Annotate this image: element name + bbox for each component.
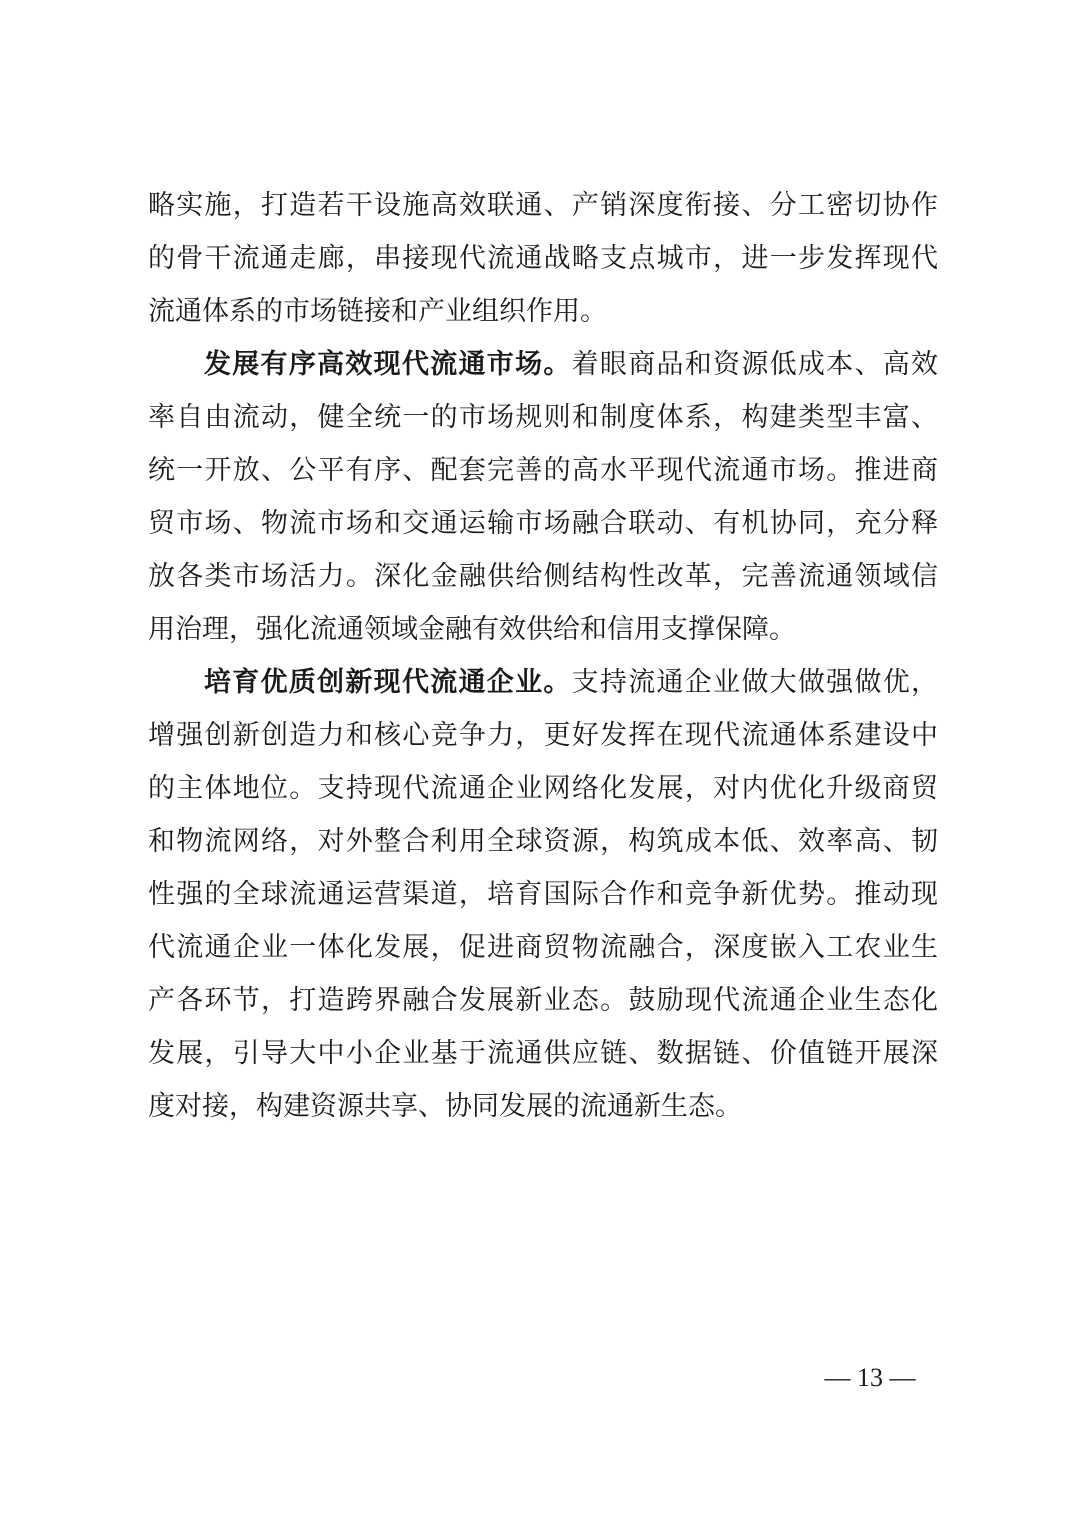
paragraph-3-line-3: 的主体地位。支持现代流通企业网络化发展，对内优化升级商贸 (148, 773, 938, 804)
paragraph-3-line-5: 性强的全球流通运营渠道，培育国际合作和竞争新优势。推动现 (148, 879, 938, 910)
paragraph-2-line-5: 放各类市场活力。深化金融供给侧结构性改革，完善流通领域信 (148, 561, 938, 592)
paragraph-3-line-8: 发展，引导大中小企业基于流通供应链、数据链、价值链开展深 (148, 1038, 938, 1069)
paragraph-2-line-4: 贸市场、物流市场和交通运输市场融合联动、有机协同，充分释 (148, 508, 938, 539)
paragraph-3-line-4: 和物流网络，对外整合利用全球资源，构筑成本低、效率高、韧 (148, 826, 938, 857)
paragraph-1-line-3: 流通体系的市场链接和产业组织作用。 (148, 296, 607, 327)
paragraph-3-line-6: 代流通企业一体化发展，促进商贸物流融合，深度嵌入工农业生 (148, 932, 938, 963)
paragraph-1-line-1: 略实施，打造若干设施高效联通、产销深度衔接、分工密切协作 (148, 190, 938, 221)
paragraph-3-heading: 培育优质创新现代流通企业。 (204, 667, 572, 698)
paragraph-3-line-1 (204, 663, 938, 703)
paragraph-1-line-2: 的骨干流通走廊，串接现代流通战略支点城市，进一步发挥现代 (148, 243, 938, 274)
paragraph-2-line-6: 用治理，强化流通领域金融有效供给和信用支撑保障。 (148, 614, 796, 645)
paragraph-3-line-2: 增强创新创造力和核心竞争力，更好发挥在现代流通体系建设中 (148, 720, 938, 751)
page-number: — 13 — (824, 1363, 916, 1392)
paragraph-2-line-1-text: 着眼商品和资源低成本、高效 (571, 349, 939, 380)
paragraph-2-line-1 (204, 345, 938, 385)
paragraph-2-line-2: 率自由流动，健全统一的市场规则和制度体系，构建类型丰富、 (148, 402, 938, 433)
paragraph-3-line-7: 产各环节，打造跨界融合发展新业态。鼓励现代流通企业生态化 (148, 985, 938, 1016)
paragraph-3-line-1-text: 支持流通企业做大做强做优， (571, 667, 939, 698)
paragraph-2-line-3: 统一开放、公平有序、配套完善的高水平现代流通市场。推进商 (148, 455, 938, 486)
paragraph-2-heading: 发展有序高效现代流通市场。 (204, 349, 572, 380)
paragraph-3-line-9: 度对接，构建资源共享、协同发展的流通新生态。 (148, 1091, 742, 1122)
